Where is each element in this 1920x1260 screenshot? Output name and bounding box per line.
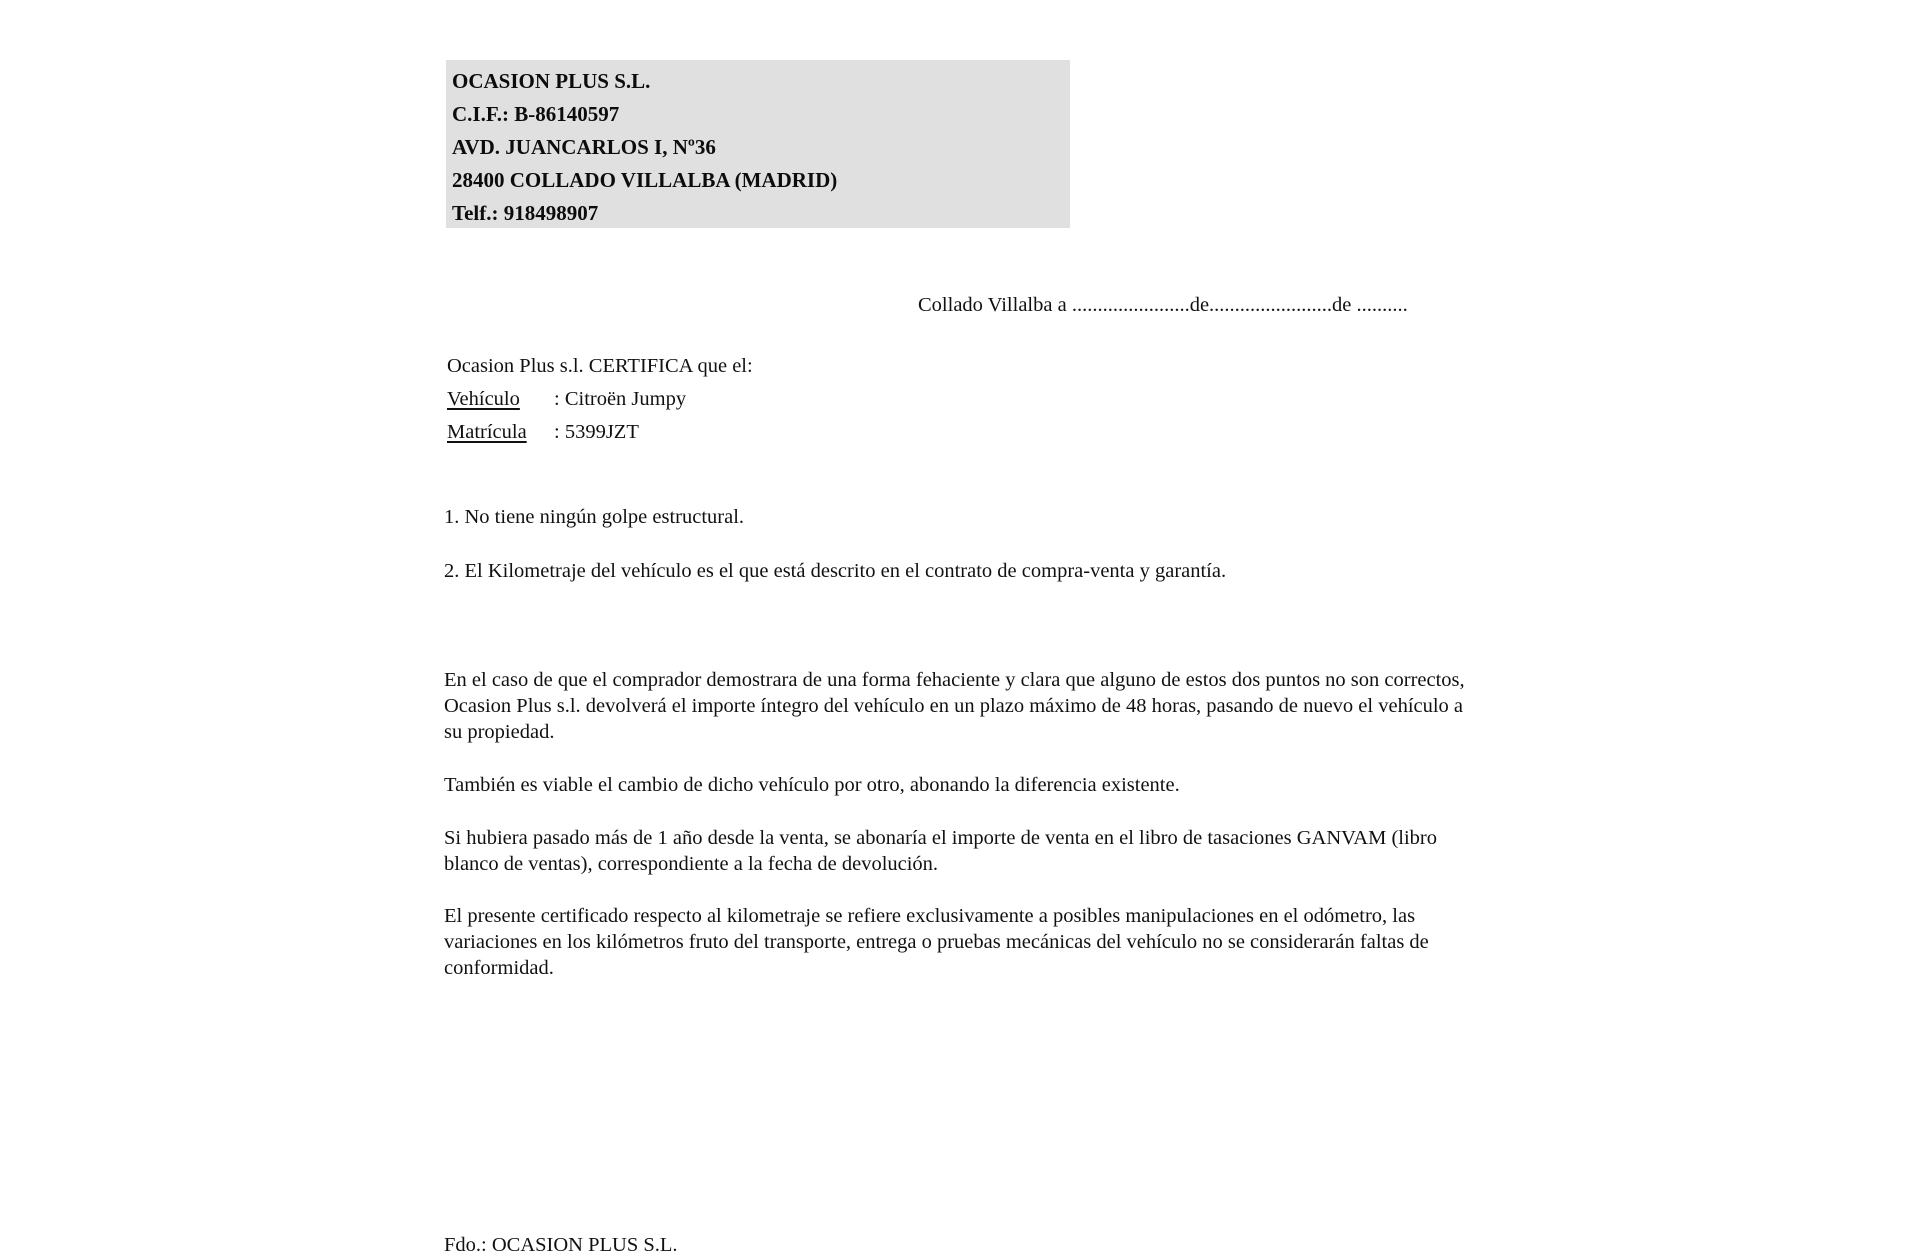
- paragraph-exchange: También es viable el cambio de dicho vehículo por otro, abonando la diferencia existente.: [444, 774, 1180, 796]
- paragraph-odometer: El presente certificado respecto al kilometraje se refiere exclusivamente a posibles manipulaciones en el odómetro, las variaciones en los kilómetros fruto del transporte, entrega o pruebas mecánicas del vehículo no se considerarán faltas de conformidad.: [444, 905, 1429, 979]
- paragraph-ganvam: Si hubiera pasado más de 1 año desde la venta, se abonaría el importe de venta en el libro de tasaciones GANVAM (libro blanco de ventas), correspondiente a la fecha de devolución.: [444, 827, 1437, 875]
- paragraph-refund: En el caso de que el comprador demostrara de una forma fehaciente y clara que alguno de estos dos puntos no son correctos, Ocasion Plus s.l. devolverá el importe íntegro del vehículo en un plazo máximo de 48 horas, pasando de nuevo el vehículo a su propiedad.: [444, 669, 1465, 743]
- vehicle-label: Vehículo: [447, 388, 520, 410]
- point-1: 1. No tiene ningún golpe estructural.: [444, 506, 745, 528]
- signature-line: Fdo.: OCASION PLUS S.L.: [444, 1234, 678, 1256]
- plate-label: Matrícula: [447, 421, 527, 443]
- company-name: OCASION PLUS S.L.: [452, 69, 651, 93]
- point-2: 2. El Kilometraje del vehículo es el que está descrito en el contrato de compra-venta y garantía.: [444, 560, 1227, 582]
- plate-value: : 5399JZT: [554, 421, 639, 443]
- certification-block: [447, 350, 753, 449]
- company-city: 28400 COLLADO VILLALBA (MADRID): [452, 168, 838, 192]
- date-line: Collado Villalba a .......................de........................de ..........: [918, 294, 1408, 316]
- company-address: AVD. JUANCARLOS I, Nº36: [452, 135, 716, 159]
- company-phone: Telf.: 918498907: [452, 201, 599, 225]
- plate-field: [447, 416, 753, 449]
- company-header-box: [446, 60, 1070, 228]
- vehicle-field: [447, 383, 753, 416]
- company-cif: C.I.F.: B-86140597: [452, 102, 620, 126]
- certifica-intro: Ocasion Plus s.l. CERTIFICA que el:: [447, 355, 753, 377]
- vehicle-value: : Citroën Jumpy: [554, 388, 687, 410]
